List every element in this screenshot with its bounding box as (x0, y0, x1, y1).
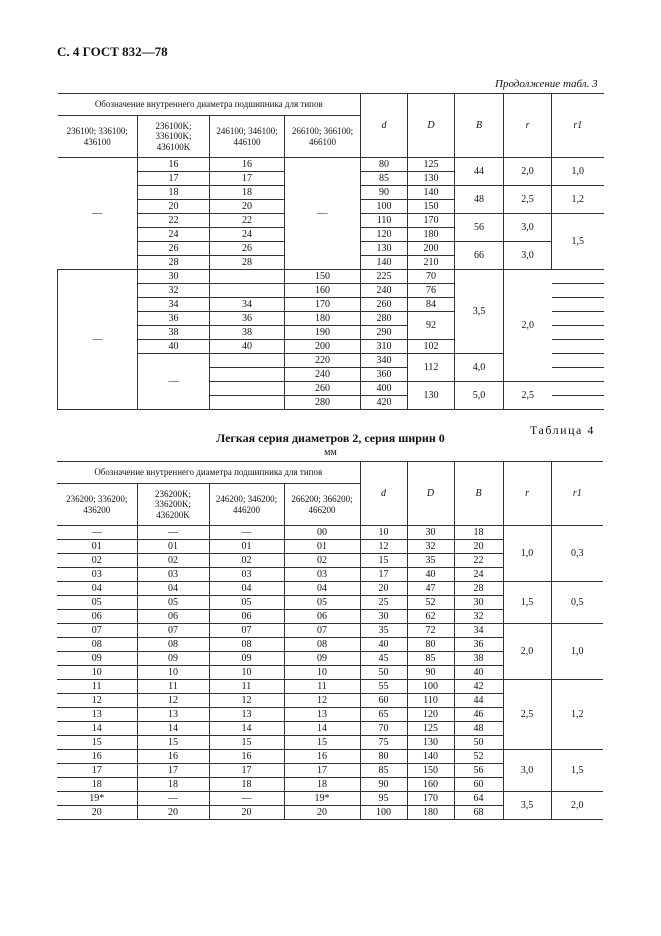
cell: 28 (138, 256, 210, 270)
cell: 85 (361, 172, 408, 186)
cell: 92 (408, 312, 455, 340)
col-header-B: B (455, 94, 504, 158)
cell: 40 (454, 666, 503, 680)
cell: 22 (138, 214, 210, 228)
cell: 72 (407, 624, 454, 638)
cell: 80 (360, 750, 407, 764)
cell: 03 (137, 568, 209, 582)
col-header-d: d (360, 462, 407, 526)
cell: 1,0 (503, 526, 551, 582)
cell: 30 (138, 270, 210, 284)
cell: 26 (210, 242, 285, 256)
cell: 18 (138, 186, 210, 200)
table-row (57, 582, 603, 596)
table-row (57, 750, 603, 764)
cell: 20 (209, 806, 284, 820)
type-header: 246200; 346200; 446200 (209, 484, 284, 526)
cell: 01 (284, 540, 360, 554)
cell: 20 (284, 806, 360, 820)
cell: 04 (91, 582, 102, 594)
cell: 28 (210, 256, 285, 270)
col-header-r: r (503, 462, 551, 526)
cell (210, 368, 285, 382)
cell: 13 (91, 708, 102, 720)
cell: 06 (137, 610, 209, 624)
cell: 38 (138, 326, 210, 340)
cell: 05 (284, 596, 360, 610)
cell: 240 (361, 284, 408, 298)
dash-cell: — (92, 207, 103, 219)
cell: 06 (91, 610, 102, 622)
cell: 36 (210, 312, 285, 326)
cell: 0,5 (551, 582, 603, 624)
cell: 180 (285, 312, 361, 326)
cell: 30 (407, 526, 454, 540)
cell: 07 (209, 624, 284, 638)
cell: 10 (137, 666, 209, 680)
cell: 15 (209, 736, 284, 750)
cell: 3,5 (503, 792, 551, 820)
col-header-D: D (408, 94, 455, 158)
cell: 56 (454, 764, 503, 778)
type-header: 236200; 336200; 436200 (66, 494, 128, 515)
cell: 02 (137, 554, 209, 568)
cell: 100 (407, 680, 454, 694)
cell: 30 (360, 610, 407, 624)
cell: 11 (137, 680, 209, 694)
type-header: 236100; 336100; 436100 (66, 126, 128, 147)
cell: 60 (360, 694, 407, 708)
cell: — (91, 526, 102, 538)
page-header: С. 4 ГОСТ 832—78 (57, 44, 168, 59)
cell: 13 (209, 708, 284, 722)
cell: 22 (454, 554, 503, 568)
cell (210, 354, 285, 368)
cell: 17 (284, 764, 360, 778)
cell: 36 (138, 312, 210, 326)
cell: 150 (285, 270, 361, 284)
table-units: мм (324, 447, 337, 458)
cell: 03 (209, 568, 284, 582)
cell: — (137, 792, 209, 806)
cell: 18 (91, 778, 102, 790)
cell: 04 (137, 582, 209, 596)
cell: 1,5 (551, 750, 603, 792)
cell: 1,0 (551, 624, 603, 680)
cell: 09 (137, 652, 209, 666)
cell: 26 (138, 242, 210, 256)
cell: 2,5 (504, 186, 552, 214)
cell: 09 (209, 652, 284, 666)
cell: 120 (361, 228, 408, 242)
cell: 3,5 (455, 270, 504, 354)
cell: 290 (361, 326, 408, 340)
cell: 65 (360, 708, 407, 722)
cell: 62 (407, 610, 454, 624)
cell: 08 (91, 638, 102, 650)
cell: 260 (285, 382, 361, 396)
cell: 10 (360, 526, 407, 540)
cell: 225 (361, 270, 408, 284)
cell: — (137, 526, 209, 540)
col-header-r1: r1 (551, 462, 603, 526)
cell: 18 (284, 778, 360, 792)
cell: 46 (454, 708, 503, 722)
cell: 85 (407, 652, 454, 666)
cell: 18 (137, 778, 209, 792)
cell: 60 (454, 778, 503, 792)
cell: 08 (137, 638, 209, 652)
cell: 1,5 (503, 582, 551, 624)
cell: 200 (285, 340, 361, 354)
cell: 48 (454, 722, 503, 736)
cell: 08 (284, 638, 360, 652)
cell: 130 (407, 736, 454, 750)
cell: 70 (408, 270, 455, 284)
table-row (57, 526, 603, 540)
cell (210, 270, 285, 284)
cell: 20 (137, 806, 209, 820)
cell: 20 (138, 200, 210, 214)
cell: 400 (361, 382, 408, 396)
cell: 3,0 (503, 750, 551, 792)
cell: 110 (361, 214, 408, 228)
cell: 50 (360, 666, 407, 680)
cell: 150 (408, 200, 455, 214)
cell: 13 (284, 708, 360, 722)
cell: 16 (137, 750, 209, 764)
table-row (57, 624, 603, 638)
cell: 25 (360, 596, 407, 610)
col-header-d: d (361, 94, 408, 158)
cell: 14 (91, 722, 102, 734)
cell: 17 (138, 172, 210, 186)
cell: 02 (284, 554, 360, 568)
cell: 44 (455, 158, 504, 186)
cell: 11 (284, 680, 360, 694)
cell: 170 (285, 298, 361, 312)
cell: 95 (360, 792, 407, 806)
cell: 16 (91, 750, 102, 762)
table-3 (57, 93, 604, 410)
cell: 50 (454, 736, 503, 750)
cell: 45 (360, 652, 407, 666)
cell: 04 (284, 582, 360, 596)
cell: 34 (210, 298, 285, 312)
type-header: 236100K; 336100K; 436100K (138, 116, 210, 158)
cell: 110 (407, 694, 454, 708)
cell: 140 (408, 186, 455, 200)
cell: 2,5 (504, 382, 552, 410)
cell: 07 (137, 624, 209, 638)
cell: 70 (360, 722, 407, 736)
cell: 17 (210, 172, 285, 186)
cell: 48 (455, 186, 504, 214)
cell: 30 (454, 596, 503, 610)
cell: 2,0 (504, 270, 552, 382)
col-header-D: D (407, 462, 454, 526)
cell: 120 (407, 708, 454, 722)
cell (210, 396, 285, 410)
cell: 5,0 (455, 382, 504, 410)
cell: 08 (209, 638, 284, 652)
cell: 32 (138, 284, 210, 298)
cell: 56 (455, 214, 504, 242)
cell: 17 (137, 764, 209, 778)
cell: 52 (407, 596, 454, 610)
cell: 14 (209, 722, 284, 736)
cell: 102 (408, 340, 455, 354)
table-4 (57, 461, 603, 820)
cell: 35 (407, 554, 454, 568)
cell: 90 (407, 666, 454, 680)
cell: 09 (91, 652, 102, 664)
cell: 260 (361, 298, 408, 312)
cell: 150 (407, 764, 454, 778)
cell: — (209, 792, 284, 806)
cell: 360 (361, 368, 408, 382)
cell: 06 (284, 610, 360, 624)
cell: 34 (454, 624, 503, 638)
cell: 16 (210, 158, 285, 172)
cell: 10 (209, 666, 284, 680)
cell: 02 (209, 554, 284, 568)
col-header-r1: r1 (552, 94, 604, 158)
cell: 24 (210, 228, 285, 242)
cell: 210 (408, 256, 455, 270)
cell: 19* (89, 792, 105, 804)
group-header: Обозначение внутреннего диаметра подшипника для типов (58, 94, 361, 116)
cell: 112 (408, 354, 455, 382)
cell: 2,0 (551, 792, 603, 820)
cell: 125 (408, 158, 455, 172)
cell: 05 (209, 596, 284, 610)
cell: 130 (408, 172, 455, 186)
cell: 84 (408, 298, 455, 312)
cell: 1,2 (551, 680, 603, 750)
cell: 13 (137, 708, 209, 722)
cell: 16 (138, 158, 210, 172)
cell: 01 (209, 540, 284, 554)
cell: 10 (284, 666, 360, 680)
cell: 66 (455, 242, 504, 270)
cell: 36 (454, 638, 503, 652)
cell: 130 (408, 382, 455, 410)
col-header-B: B (454, 462, 503, 526)
cell: 64 (454, 792, 503, 806)
table-row (57, 680, 603, 694)
cell: 55 (360, 680, 407, 694)
cell: 44 (454, 694, 503, 708)
cell: 09 (284, 652, 360, 666)
type-header: 246100; 346100; 446100 (210, 116, 285, 158)
cell: 2,5 (503, 680, 551, 750)
cell: 42 (454, 680, 503, 694)
group-header: Обозначение внутреннего диаметра подшипника для типов (57, 462, 360, 484)
cell: 40 (138, 340, 210, 354)
cell: 220 (285, 354, 361, 368)
cell: 07 (91, 624, 102, 636)
cell: 10 (91, 666, 102, 678)
cell: 40 (407, 568, 454, 582)
cell: 16 (209, 750, 284, 764)
cell: 420 (361, 396, 408, 410)
cell (210, 284, 285, 298)
cell: 12 (137, 694, 209, 708)
cell: 18 (209, 778, 284, 792)
cell: 1,0 (552, 158, 604, 186)
table-number: Таблица 4 (530, 423, 595, 437)
cell: 17 (209, 764, 284, 778)
cell: 00 (284, 526, 360, 540)
cell: 180 (407, 806, 454, 820)
cell: 15 (360, 554, 407, 568)
table-row (57, 792, 603, 806)
cell: 03 (91, 568, 102, 580)
cell: 75 (360, 736, 407, 750)
cell: 05 (91, 596, 102, 608)
cell: 07 (284, 624, 360, 638)
cell: 125 (407, 722, 454, 736)
cell: 34 (138, 298, 210, 312)
cell: 22 (210, 214, 285, 228)
cell: 12 (284, 694, 360, 708)
cell: 100 (360, 806, 407, 820)
cell: 16 (284, 750, 360, 764)
cell: 90 (361, 186, 408, 200)
cell: 05 (137, 596, 209, 610)
cell: 20 (360, 582, 407, 596)
cell: 18 (210, 186, 285, 200)
dash-cell: — (58, 270, 138, 410)
cell: 1,5 (552, 214, 604, 270)
cell (210, 382, 285, 396)
cell: 280 (285, 396, 361, 410)
cell: 2,0 (504, 158, 552, 186)
cell: 100 (361, 200, 408, 214)
cell: 160 (285, 284, 361, 298)
cell: 76 (408, 284, 455, 298)
cell: 28 (454, 582, 503, 596)
cell: 200 (408, 242, 455, 256)
cell: 170 (408, 214, 455, 228)
type-header: 266200; 366200; 466200 (284, 484, 360, 526)
cell: 3,0 (504, 242, 552, 270)
cell: 24 (138, 228, 210, 242)
cell: 190 (285, 326, 361, 340)
table-title: Легкая серия диаметров 2, серия ширин 0 (216, 431, 445, 445)
cell: 80 (361, 158, 408, 172)
cell: 160 (407, 778, 454, 792)
cell: 340 (361, 354, 408, 368)
cell: 4,0 (455, 354, 504, 382)
cell: 38 (454, 652, 503, 666)
cell: 68 (454, 806, 503, 820)
cell: 11 (209, 680, 284, 694)
continuation-label: Продолжение табл. 3 (495, 78, 598, 90)
cell: 18 (454, 526, 503, 540)
cell: 38 (210, 326, 285, 340)
cell: 11 (91, 680, 102, 692)
cell: — (209, 526, 284, 540)
cell: 32 (454, 610, 503, 624)
cell: 17 (360, 568, 407, 582)
cell: 06 (209, 610, 284, 624)
cell: 24 (454, 568, 503, 582)
type-header: 236200K; 336200K; 436200K (137, 484, 209, 526)
dash-cell: — (138, 354, 210, 410)
cell: 280 (361, 312, 408, 326)
cell: 03 (284, 568, 360, 582)
cell: 14 (284, 722, 360, 736)
cell: 80 (407, 638, 454, 652)
cell: 02 (91, 554, 102, 566)
cell: 15 (91, 736, 102, 748)
cell: 52 (454, 750, 503, 764)
cell: 20 (91, 806, 102, 818)
cell: 15 (137, 736, 209, 750)
cell: 130 (361, 242, 408, 256)
cell: 40 (360, 638, 407, 652)
cell: 240 (285, 368, 361, 382)
cell: 1,2 (552, 186, 604, 214)
cell: 32 (407, 540, 454, 554)
cell: 140 (407, 750, 454, 764)
cell: 19* (284, 792, 360, 806)
cell: 170 (407, 792, 454, 806)
cell: 47 (407, 582, 454, 596)
cell: 12 (360, 540, 407, 554)
cell: 140 (361, 256, 408, 270)
dash-cell: — (285, 158, 361, 270)
cell: 12 (209, 694, 284, 708)
cell: 01 (137, 540, 209, 554)
cell: 85 (360, 764, 407, 778)
cell: 90 (360, 778, 407, 792)
cell: 40 (210, 340, 285, 354)
cell: 20 (454, 540, 503, 554)
cell: 2,0 (503, 624, 551, 680)
cell: 20 (210, 200, 285, 214)
cell: 0,3 (551, 526, 603, 582)
cell: 14 (137, 722, 209, 736)
cell: 01 (91, 540, 102, 552)
cell: 310 (361, 340, 408, 354)
col-header-r: r (504, 94, 552, 158)
cell: 3,0 (504, 214, 552, 242)
cell: 04 (209, 582, 284, 596)
cell: 17 (91, 764, 102, 776)
cell: 180 (408, 228, 455, 242)
cell: 12 (91, 694, 102, 706)
cell: 15 (284, 736, 360, 750)
type-header: 266100; 366100; 466100 (285, 116, 361, 158)
cell: 35 (360, 624, 407, 638)
